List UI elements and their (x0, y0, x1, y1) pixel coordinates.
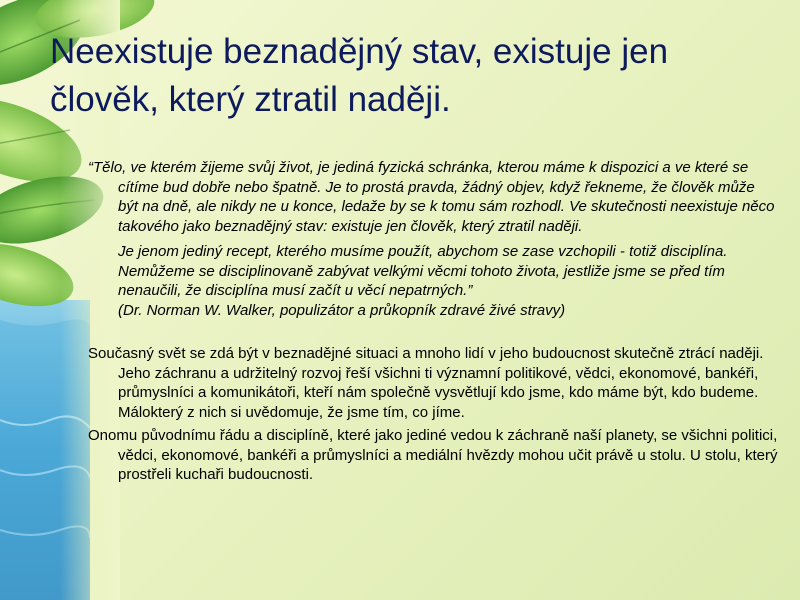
quote-attribution: (Dr. Norman W. Walker, populizátor a průkopník zdravé živé stravy) (118, 301, 566, 319)
slide-body (88, 158, 778, 485)
body-paragraph-1: Současný svět se zdá být v beznadějné situaci a mnoho lidí v jeho budoucnost skutečně ztrácí naději. Jeho záchranu a udržitelný rozvoj řeší všichni ti významní politikové, vědci, ekonomové, bankéři, průmyslníci a komunikátoři, kteří nám společně vysvětlují kdo jsme, kdo máme být, kdo budeme. Málokterý z nich si uvědomuje, že jsme tím, co jíme. (88, 345, 764, 421)
spacer (88, 320, 778, 344)
body-paragraph-2: Onomu původnímu řádu a disciplíně, které jako jediné vedou k záchraně naší planety, se všichni politici, vědci, ekonomové, bankéři a průmyslníci a mediální hvězdy mohou učit právě u stolu. U stolu, který prostřeli kuchaři budoucnosti. (88, 427, 778, 483)
slide-title: Neexistuje beznadějný stav, existuje jen člověk, který ztratil naději. (50, 32, 669, 119)
quote-paragraph-2: Je jenom jediný recept, kterého musíme použít, abychom se zase vzchopili - totiž disciplína. Nemůžeme se disciplinovaně zabývat velkými věcmi tohoto života, jestliže jsme se před tím nenaučili, že disciplína musí začít u věcí nepatrných.” (118, 243, 728, 299)
quote-paragraph-1: “Tělo, ve kterém žijeme svůj život, je jediná fyzická schránka, kterou máme k dispozici a ve které se cítíme bud dobře nebo špatně. Je to prostá pravda, žádný objev, když řekneme, že člověk může být na dně, ale nikdy ne u konce, ledaže by se k tomu sám rozhodl. Ve skutečnosti neexistuje něco takového jako beznadějný stav: existuje jen člověk, který ztratil naději. (88, 159, 775, 235)
